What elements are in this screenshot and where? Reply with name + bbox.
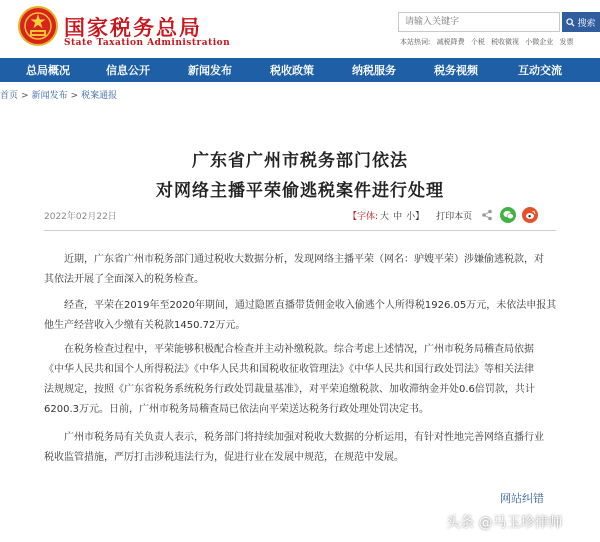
weibo-share-icon[interactable] xyxy=(522,207,538,223)
font-size-label: 【字体: xyxy=(348,211,379,222)
breadcrumb-case-reports[interactable]: 税案通报 xyxy=(81,91,118,101)
paragraph-line: 《中华人民共和国个人所得税法》《中华人民共和国税收征收管理法》《中华人民共和国行政处罚法》等相关法律 xyxy=(44,364,534,375)
hot-word-link[interactable]: 个税 xyxy=(470,38,485,46)
paragraph-4 xyxy=(44,428,556,468)
hot-words-label: 本站热词: xyxy=(400,38,431,46)
search-icon xyxy=(566,18,575,27)
nav-item-taxpayer-service[interactable]: 纳税服务 xyxy=(352,64,396,77)
breadcrumb xyxy=(0,88,117,101)
print-button[interactable]: 打印本页 xyxy=(436,211,473,222)
paragraph-line: 经查，平荣在2019年至2020年期间，通过隐匿直播带货佣金收入偷逃个人所得税1926.05万元，未依法申报其 xyxy=(64,300,557,311)
hot-word-link[interactable]: 税收微视 xyxy=(491,38,520,46)
site-header xyxy=(0,0,600,58)
paragraph-2 xyxy=(44,296,557,336)
title-divider xyxy=(44,230,556,231)
font-size-large-button[interactable]: 大 xyxy=(380,211,390,222)
font-size-small-button[interactable]: 小】 xyxy=(406,211,425,222)
paragraph-line: 在税务检查过程中，平荣能够积极配合检查并主动补缴税款。综合考虑上述情况，广州市税务局稽查局依据 xyxy=(64,344,534,355)
breadcrumb-news[interactable]: 新闻发布 xyxy=(31,91,68,101)
paragraph-1 xyxy=(44,250,556,290)
nav-item-info-disclosure[interactable]: 信息公开 xyxy=(106,64,150,77)
paragraph-line: 他生产经营收入少缴有关税款1450.72万元。 xyxy=(44,320,246,331)
hot-word-link[interactable]: 发票 xyxy=(559,38,574,46)
paragraph-3 xyxy=(44,340,556,420)
article-tools xyxy=(348,207,538,223)
nav-item-news[interactable]: 新闻发布 xyxy=(188,64,232,77)
watermark: 头条 @马玉珍律师 xyxy=(446,515,563,531)
paragraph-line: 税收监管措施，严厉打击涉税违法行为，促进行业在发展中规范，在规范中发展。 xyxy=(44,452,404,463)
site-subtitle: State Taxation Administration xyxy=(64,38,231,48)
breadcrumb-separator: > xyxy=(21,91,29,101)
paragraph-line: 6200.3万元。日前，广州市税务局稽查局已依法向平荣送达税务行政处理处罚决定书。 xyxy=(44,404,429,415)
paragraph-line: 其依法开展了全面深入的税务检查。 xyxy=(44,274,204,285)
site-title[interactable]: 国家税务总局 xyxy=(64,16,202,40)
share-icon[interactable] xyxy=(480,208,494,222)
nav-item-interaction[interactable]: 互动交流 xyxy=(518,64,562,77)
paragraph-line: 广州市税务局有关负责人表示，税务部门将持续加强对税收大数据的分析运用，有针对性地完善网络直播行业 xyxy=(64,432,544,443)
nav-item-tax-video[interactable]: 税务视频 xyxy=(434,64,478,77)
article-title-line-2: 对网络主播平荣偷逃税案件进行处理 xyxy=(156,181,444,201)
search-input[interactable] xyxy=(398,12,560,32)
national-emblem-icon[interactable] xyxy=(18,6,58,46)
font-size-medium-button[interactable]: 中 xyxy=(393,211,403,222)
search-button-label: 搜索 xyxy=(577,18,596,29)
paragraph-line: 近期，广东省广州市税务部门通过税收大数据分析，发现网络主播平荣（网名：驴嫂平荣）涉嫌偷逃税款，对 xyxy=(64,254,544,265)
hot-words xyxy=(400,37,578,47)
hot-word-link[interactable]: 小微企业 xyxy=(525,38,554,46)
site-correction-link[interactable]: 网站纠错 xyxy=(500,492,544,505)
paragraph-line: 法规规定，按照《广东省税务系统税务行政处罚裁量基准》，对平荣追缴税款、加收滞纳金并处0.6倍罚款，共计 xyxy=(44,384,535,395)
article-date: 2022年02月22日 xyxy=(44,212,117,222)
nav-item-overview[interactable]: 总局概况 xyxy=(26,64,70,77)
search-button[interactable] xyxy=(562,12,600,32)
hot-word-link[interactable]: 减税降费 xyxy=(436,38,465,46)
breadcrumb-home[interactable]: 首页 xyxy=(0,91,19,101)
main-nav xyxy=(0,58,600,82)
nav-item-tax-policy[interactable]: 税收政策 xyxy=(270,64,314,77)
article-title-line-1: 广东省广州市税务部门依法 xyxy=(192,151,408,171)
wechat-share-icon[interactable] xyxy=(500,207,516,223)
breadcrumb-separator: > xyxy=(70,91,79,101)
